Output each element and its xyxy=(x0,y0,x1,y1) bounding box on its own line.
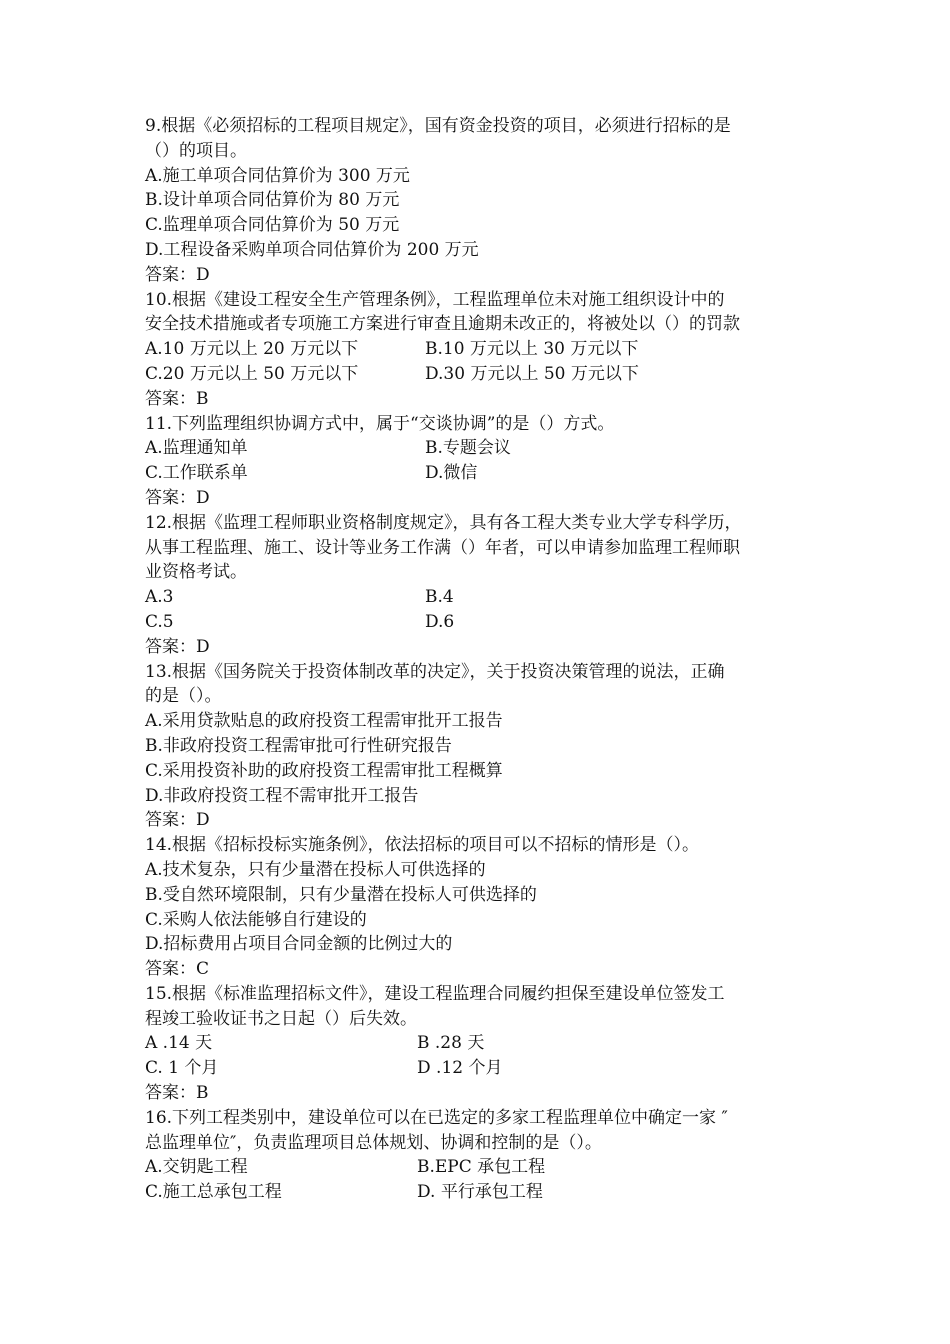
question-11 xyxy=(145,412,845,511)
question-16 xyxy=(145,1106,845,1205)
question-13 xyxy=(145,660,845,834)
option-c: C.监理单项合同估算价为 50 万元 xyxy=(145,215,400,236)
option-row xyxy=(145,362,845,387)
question-stem: 11.下列监理组织协调方式中，属于“交谈协调”的是（）方式。 xyxy=(145,413,615,434)
option-a: A .14 天 xyxy=(145,1033,213,1054)
option-d: D.30 万元以上 50 万元以下 xyxy=(425,363,639,384)
option-d: D.工程设备采购单项合同估算价为 200 万元 xyxy=(145,239,479,260)
question-stem: 业资格考试。 xyxy=(145,562,247,583)
option-row xyxy=(145,436,845,461)
option-c: C.施工总承包工程 xyxy=(145,1182,282,1203)
option-a: A.交钥匙工程 xyxy=(145,1157,248,1178)
option-row xyxy=(145,1155,845,1180)
option-c: C.5 xyxy=(145,611,174,632)
answer: 答案：D xyxy=(145,810,210,831)
option-b: B .28 天 xyxy=(417,1033,485,1054)
option-c: C.工作联系单 xyxy=(145,463,248,484)
question-stem: 总监理单位″，负责监理项目总体规划、协调和控制的是（）。 xyxy=(145,1132,602,1153)
option-row xyxy=(145,337,845,362)
document-page xyxy=(145,114,845,1205)
question-10 xyxy=(145,288,845,412)
answer: 答案：D xyxy=(145,264,210,285)
option-b: B.非政府投资工程需审批可行性研究报告 xyxy=(145,735,452,756)
option-b: B.受自然环境限制，只有少量潜在投标人可供选择的 xyxy=(145,884,537,905)
question-stem: 13.根据《国务院关于投资体制改革的决定》，关于投资决策管理的说法，正确 xyxy=(145,661,725,682)
option-b: B.4 xyxy=(425,587,454,608)
question-9 xyxy=(145,114,845,288)
option-b: B.设计单项合同估算价为 80 万元 xyxy=(145,190,400,211)
answer: 答案：C xyxy=(145,959,210,980)
option-a: A.监理通知单 xyxy=(145,438,248,459)
option-c: C.采购人依法能够自行建设的 xyxy=(145,909,367,930)
option-c: C.采用投资补助的政府投资工程需审批工程概算 xyxy=(145,760,503,781)
question-stem: 15.根据《标准监理招标文件》，建设工程监理合同履约担保至建设单位签发工 xyxy=(145,983,725,1004)
question-stem: 16.下列工程类别中，建设单位可以在已选定的多家工程监理单位中确定一家 ″ xyxy=(145,1107,728,1128)
option-a: A.3 xyxy=(145,587,174,608)
option-b: B.EPC 承包工程 xyxy=(417,1157,546,1178)
question-stem: 的是（）。 xyxy=(145,686,222,707)
question-stem: （）的项目。 xyxy=(145,140,247,161)
question-stem: 9.根据《必须招标的工程项目规定》，国有资金投资的项目，必须进行招标的是 xyxy=(145,116,731,136)
option-c: C.20 万元以上 50 万元以下 xyxy=(145,363,359,384)
answer: 答案：D xyxy=(145,636,210,657)
option-d: D .12 个月 xyxy=(417,1058,503,1079)
option-c: C. 1 个月 xyxy=(145,1058,219,1079)
question-stem: 12.根据《监理工程师职业资格制度规定》，具有各工程大类专业大学专科学历， xyxy=(145,512,742,533)
option-d: D.非政府投资工程不需审批开工报告 xyxy=(145,785,419,806)
option-a: A.施工单项合同估算价为 300 万元 xyxy=(145,165,410,186)
option-a: A.10 万元以上 20 万元以下 xyxy=(145,339,359,360)
option-b: B.10 万元以上 30 万元以下 xyxy=(425,339,639,360)
option-d: D.6 xyxy=(425,611,455,632)
option-row xyxy=(145,461,845,486)
question-stem: 程竣工验收证书之日起（）后失效。 xyxy=(145,1008,417,1029)
option-d: D.微信 xyxy=(425,463,478,484)
option-row xyxy=(145,1031,845,1056)
answer: 答案：B xyxy=(145,388,209,409)
question-15 xyxy=(145,982,845,1106)
option-row xyxy=(145,1180,845,1205)
option-d: D.招标费用占项目合同金额的比例过大的 xyxy=(145,934,453,955)
question-stem: 安全技术措施或者专项施工方案进行审查且逾期未改正的，将被处以（）的罚款 xyxy=(145,314,740,335)
question-stem: 14.根据《招标投标实施条例》，依法招标的项目可以不招标的情形是（）。 xyxy=(145,835,700,856)
option-row xyxy=(145,610,845,635)
option-row xyxy=(145,585,845,610)
question-stem: 从事工程监理、施工、设计等业务工作满（）年者，可以申请参加监理工程师职 xyxy=(145,537,740,558)
answer: 答案：D xyxy=(145,487,210,508)
option-a: A.技术复杂，只有少量潜在投标人可供选择的 xyxy=(145,859,486,880)
option-b: B.专题会议 xyxy=(425,438,511,459)
option-d: D. 平行承包工程 xyxy=(417,1182,543,1203)
question-stem: 10.根据《建设工程安全生产管理条例》，工程监理单位未对施工组织设计中的 xyxy=(145,289,725,310)
question-14 xyxy=(145,833,845,982)
question-12 xyxy=(145,511,845,660)
option-row xyxy=(145,1056,845,1081)
answer: 答案：B xyxy=(145,1083,209,1104)
option-a: A.采用贷款贴息的政府投资工程需审批开工报告 xyxy=(145,711,503,732)
